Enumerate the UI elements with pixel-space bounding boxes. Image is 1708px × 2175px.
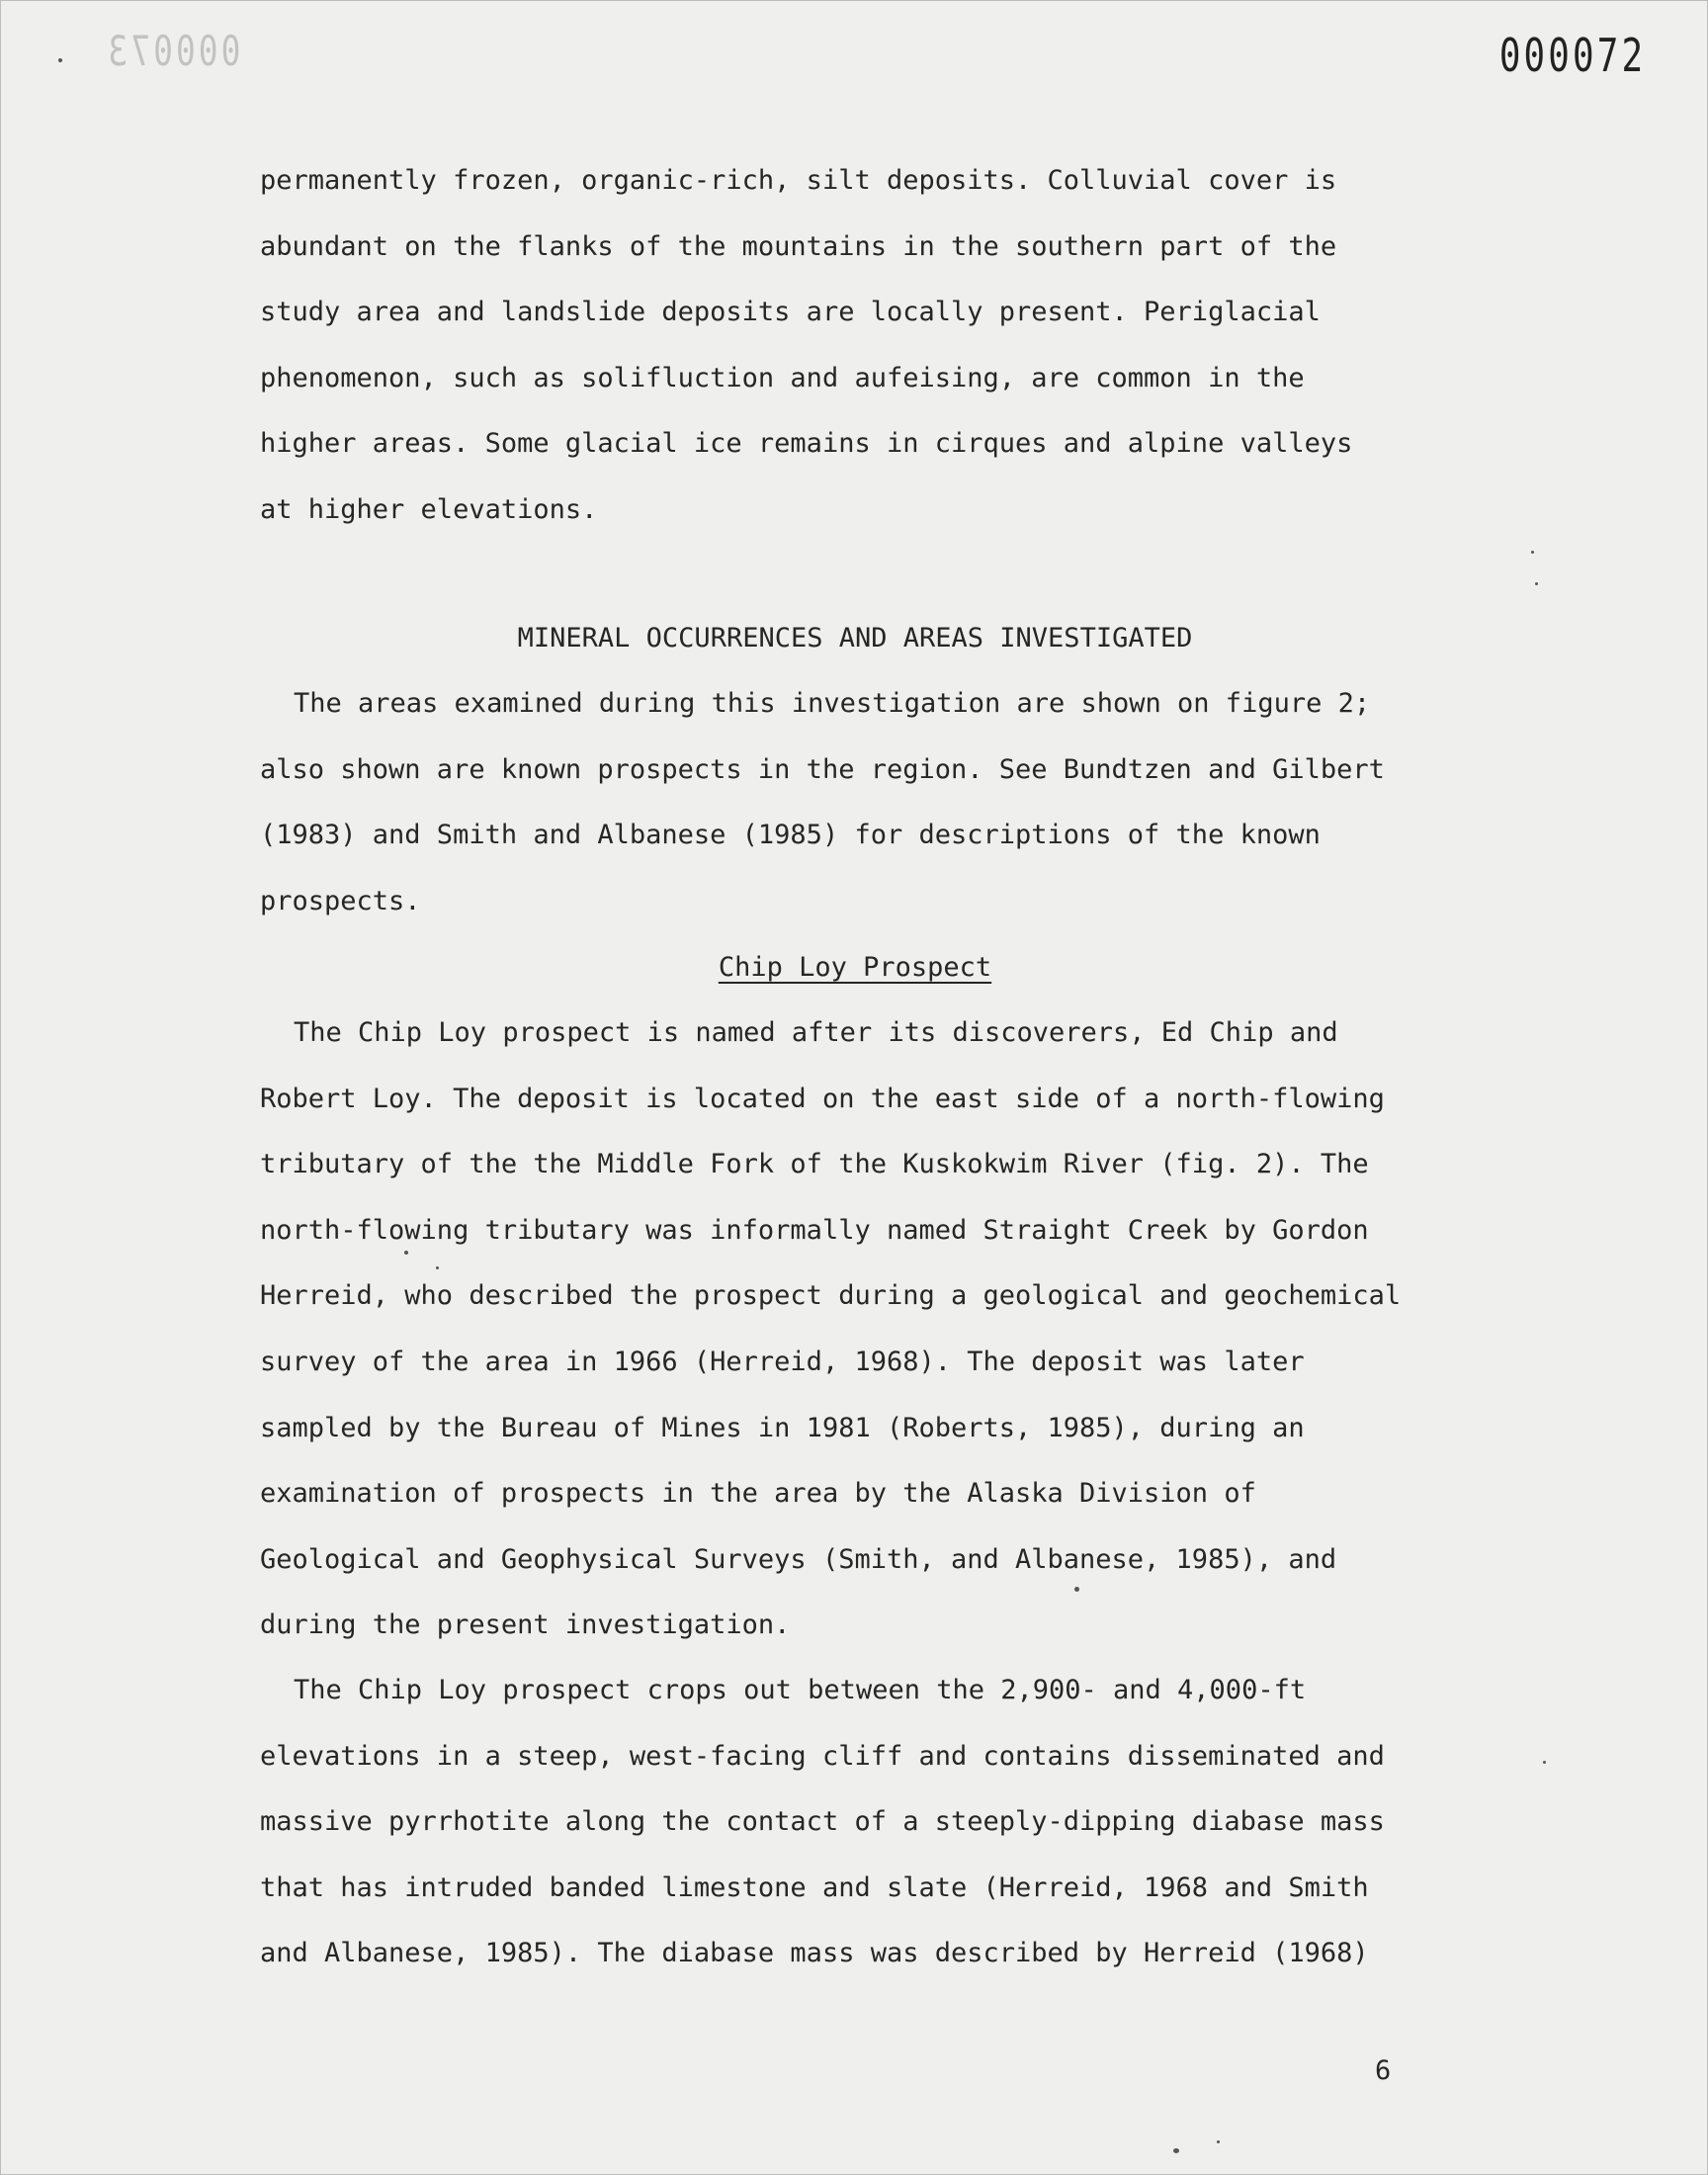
text-line: also shown are known prospects in the region. See Bundtzen and Gilbert — [260, 753, 1385, 785]
text-line: massive pyrrhotite along the contact of a steeply-dipping diabase mass — [260, 1806, 1385, 1838]
scan-speck — [1535, 582, 1538, 585]
paragraph-chip-loy-geology — [260, 1658, 1545, 1987]
text-line: at higher elevations. — [260, 493, 598, 525]
text-line: tributary of the the Middle Fork of the Kuskokwim River (fig. 2). The — [260, 1149, 1369, 1180]
page-id: 000072 — [1498, 29, 1646, 82]
section-heading: MINERAL OCCURRENCES AND AREAS INVESTIGATED — [517, 623, 1193, 653]
text-line: phenomenon, such as solifluction and aufeising, are common in the — [260, 362, 1305, 393]
scan-speck — [1217, 2140, 1220, 2143]
scan-speck — [1543, 1761, 1546, 1764]
text-line: north-flowing tributary was informally named Straight Creek by Gordon — [260, 1214, 1369, 1246]
text-line: study area and landslide deposits are locally present. Periglacial — [260, 297, 1321, 328]
text-line: sampled by the Bureau of Mines in 1981 (Roberts, 1985), during an — [260, 1412, 1305, 1443]
paragraph-periglacial — [260, 148, 1545, 544]
scan-speck — [1173, 2148, 1179, 2153]
subsection-heading — [1, 935, 1708, 1000]
scan-speck — [1074, 1587, 1079, 1592]
scan-speck — [436, 1266, 439, 1269]
paragraph-areas-examined — [260, 671, 1545, 934]
page-number: 6 — [1375, 2055, 1392, 2086]
scan-speck — [1531, 551, 1534, 554]
scan-speck — [58, 58, 62, 62]
text-line: higher areas. Some glacial ice remains in cirques and alpine valleys — [260, 428, 1353, 460]
text-line: examination of prospects in the area by the Alaska Division of — [260, 1478, 1256, 1510]
subsection-heading-text: Chip Loy Prospect — [718, 952, 992, 983]
text-line: The areas examined during this investigation are shown on figure 2; — [294, 688, 1371, 719]
scan-speck — [404, 1251, 408, 1255]
text-line: (1983) and Smith and Albanese (1985) for descriptions of the known — [260, 820, 1321, 851]
text-line: and Albanese, 1985). The diabase mass was described by Herreid (1968) — [260, 1938, 1369, 1969]
text-line: abundant on the flanks of the mountains in the southern part of the — [260, 230, 1337, 262]
text-line: Robert Loy. The deposit is located on the east side of a north-flowing — [260, 1083, 1385, 1114]
text-line: The Chip Loy prospect crops out between the 2,900- and 4,000-ft — [294, 1675, 1307, 1705]
text-line: prospects. — [260, 885, 421, 916]
text-line: Herreid, who described the prospect during a geological and geochemical — [260, 1280, 1402, 1312]
bleed-through-page-id: 000073 — [105, 27, 241, 75]
text-line: survey of the area in 1966 (Herreid, 1968). The deposit was later — [260, 1346, 1305, 1377]
text-line: that has intruded banded limestone and slate (Herreid, 1968 and Smith — [260, 1871, 1369, 1903]
text-line: Geological and Geophysical Surveys (Smith, and Albanese, 1985), and — [260, 1543, 1337, 1575]
text-line: during the present investigation. — [260, 1610, 791, 1641]
text-line: elevations in a steep, west-facing cliff and contains disseminated and — [260, 1740, 1385, 1772]
paragraph-chip-loy-history — [260, 1000, 1545, 1659]
text-line: The Chip Loy prospect is named after its discoverers, Ed Chip and — [294, 1017, 1338, 1048]
text-line: permanently frozen, organic-rich, silt deposits. Colluvial cover is — [260, 165, 1337, 196]
